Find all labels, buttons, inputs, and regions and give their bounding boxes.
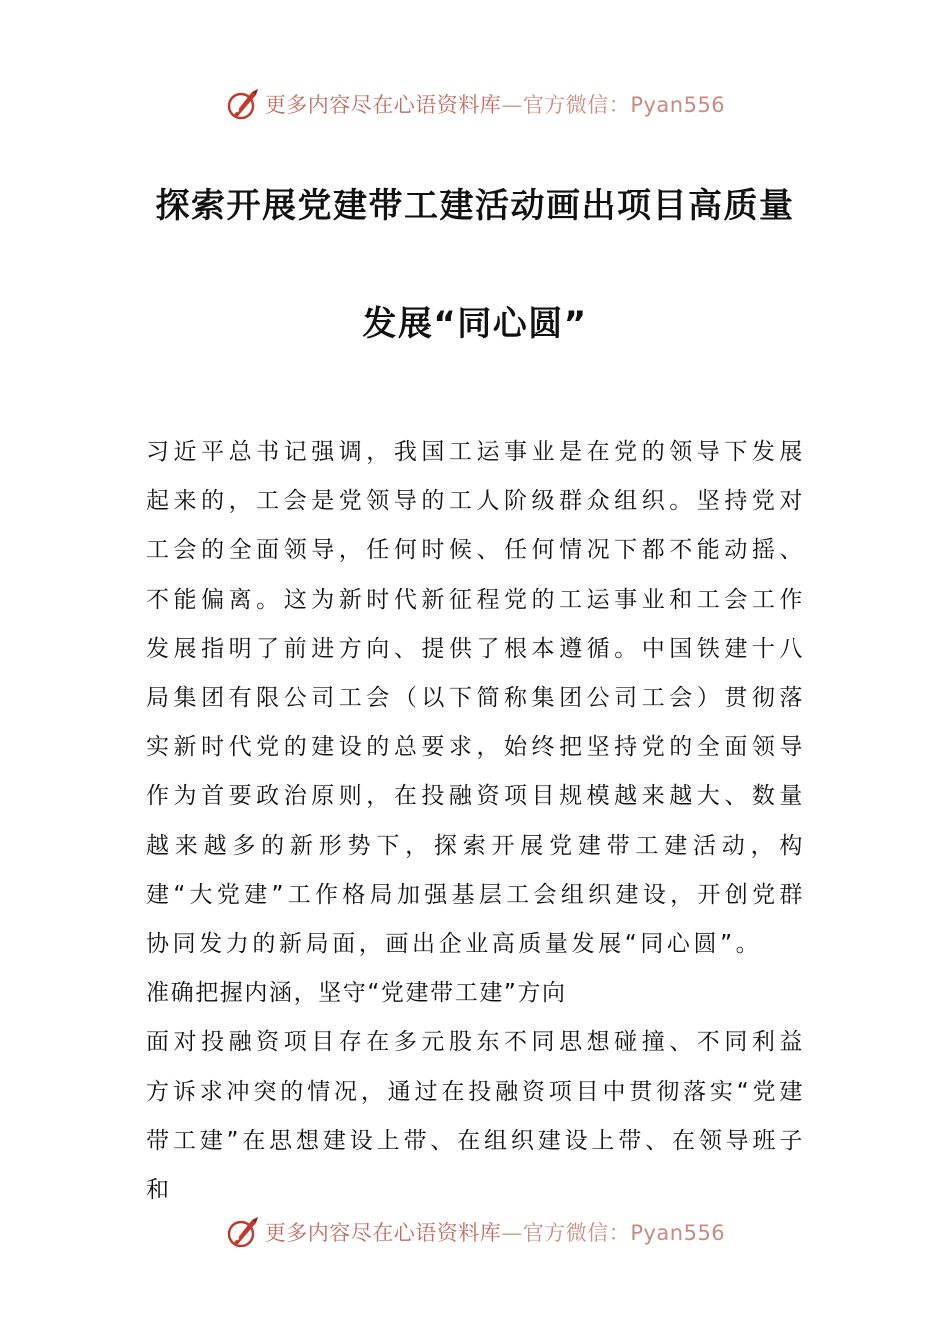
section-subheading: 准确把握内涵，坚守“党建带工建”方向	[146, 980, 567, 1007]
watermark-text: 更多内容尽在心语资料库—官方微信：Pyan556	[264, 93, 726, 117]
header-watermark	[0, 84, 950, 124]
document-body	[146, 428, 806, 1215]
body-paragraph-1: 习近平总书记强调，我国工运事业是在党的领导下发展起来的，工会是党领导的工人阶级群众组织。坚持党对工会的全面领导，任何时候、任何情况下都不能动摇、不能偏离。这为新时代新征程党的工运事业和工会工作发展指明了前进方向、提供了根本遵循。中国铁建十八局集团有限公司工会（以下简称集团公司工会）贯彻落实新时代党的建设的总要求，始终把坚持党的全面领导作为首要政治原则，在投融资项目规模越来越大、数量越来越多的新形势下，探索开展党建带工建活动，构建“大党建”工作格局加强基层工会组织建设，开创党群协同发力的新局面，画出企业高质量发展“同心圆”。	[146, 439, 806, 958]
quill-logo-icon	[225, 86, 261, 122]
quill-logo-icon	[225, 1214, 261, 1250]
footer-watermark	[0, 1212, 950, 1252]
watermark-text: 更多内容尽在心语资料库—官方微信：Pyan556	[264, 1221, 726, 1245]
body-paragraph-2: 面对投融资项目存在多元股东不同思想碰撞、不同利益方诉求冲突的情况，通过在投融资项目中贯彻落实“党建带工建”在思想建设上带、在组织建设上带、在领导班子和	[146, 1029, 806, 1204]
document-title-line-1: 探索开展党建带工建活动画出项目高质量	[155, 186, 795, 226]
document-title-line-2: 发展“同心圆”	[362, 304, 588, 344]
